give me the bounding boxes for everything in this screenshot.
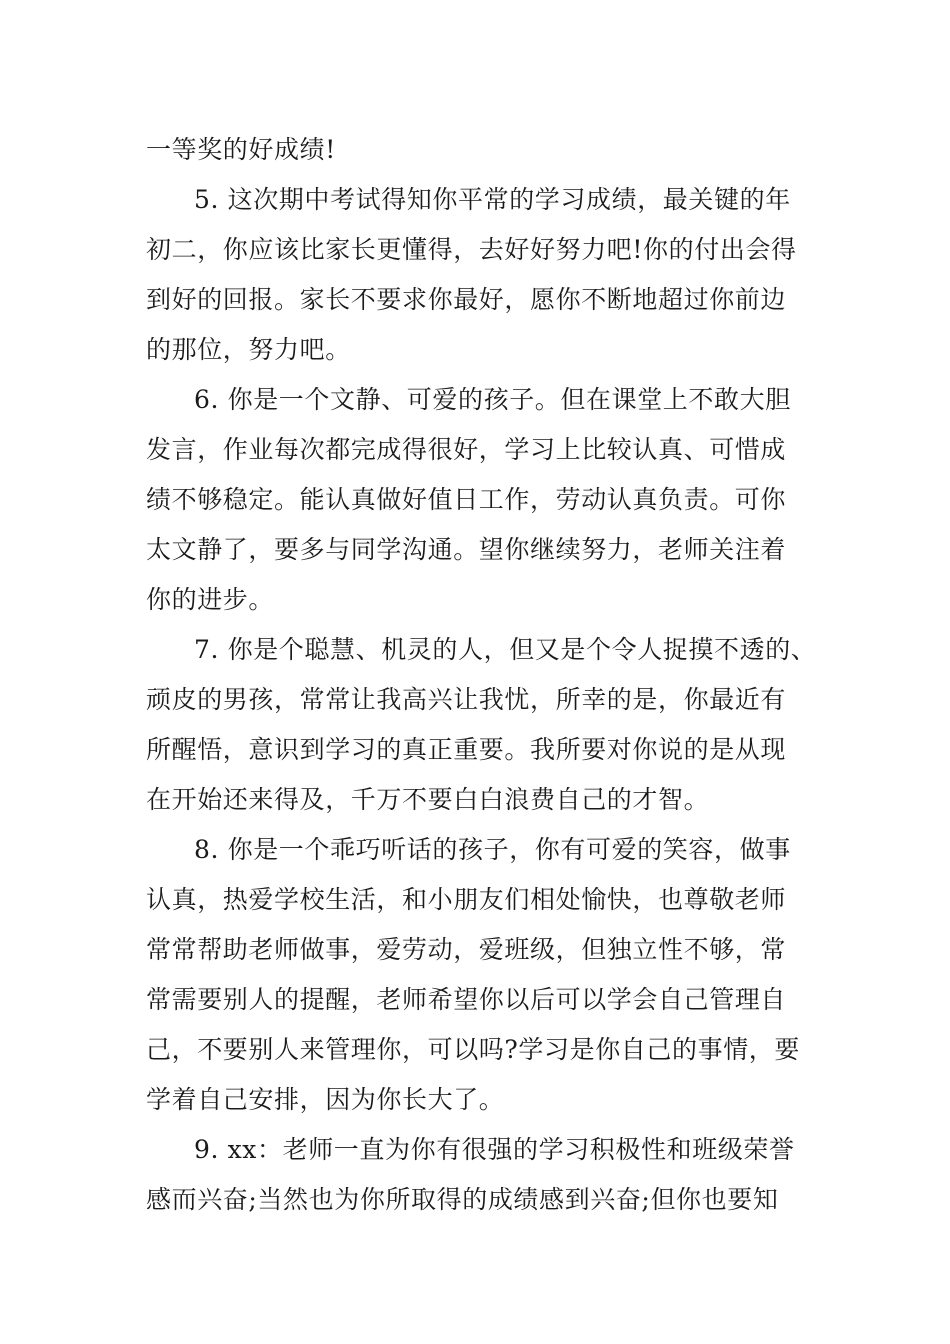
text-line: 发言，作业每次都完成得很好，学习上比较认真、可惜成 xyxy=(146,435,787,464)
text-line: 你的进步。 xyxy=(146,585,275,614)
paragraph-8-start: 8. 你是一个乖巧听话的孩子，你有可爱的笑容，做事 xyxy=(194,835,791,864)
text-line: 在开始还来得及，千万不要白白浪费自己的才智。 xyxy=(146,785,710,814)
paragraph-5-start: 5. 这次期中考试得知你平常的学习成绩，最关键的年 xyxy=(194,185,791,214)
text-line: 到好的回报。家长不要求你最好，愿你不断地超过你前边 xyxy=(146,285,787,314)
text-line: 顽皮的男孩，常常让我高兴让我忧，所幸的是，你最近有 xyxy=(146,685,787,714)
paragraph-9-start: 9. xx：老师一直为你有很强的学习积极性和班级荣誉 xyxy=(194,1135,795,1164)
text-line: 常需要别人的提醒，老师希望你以后可以学会自己管理自 xyxy=(146,985,787,1014)
text-line: 的那位，努力吧。 xyxy=(146,335,351,364)
text-line: 绩不够稳定。能认真做好值日工作，劳动认真负责。可你 xyxy=(146,485,787,514)
text-line: 太文静了，要多与同学沟通。望你继续努力，老师关注着 xyxy=(146,535,787,564)
text-line: 学着自己安排，因为你长大了。 xyxy=(146,1085,505,1114)
text-line: 一等奖的好成绩! xyxy=(146,135,336,164)
text-line: 认真，热爱学校生活，和小朋友们相处愉快，也尊敬老师 xyxy=(146,885,787,914)
text-line: 所醒悟，意识到学习的真正重要。我所要对你说的是从现 xyxy=(146,735,787,764)
paragraph-7-start: 7. 你是个聪慧、机灵的人，但又是个令人捉摸不透的、 xyxy=(194,635,817,664)
paragraph-6-start: 6. 你是一个文静、可爱的孩子。但在课堂上不敢大胆 xyxy=(194,385,791,414)
text-line: 己，不要别人来管理你，可以吗?学习是你自己的事情，要 xyxy=(146,1035,801,1064)
text-line: 常常帮助老师做事，爱劳动，爱班级，但独立性不够，常 xyxy=(146,935,787,964)
text-line: 初二，你应该比家长更懂得，去好好努力吧!你的付出会得 xyxy=(146,235,797,264)
text-line: 感而兴奋;当然也为你所取得的成绩感到兴奋;但你也要知 xyxy=(146,1185,779,1214)
